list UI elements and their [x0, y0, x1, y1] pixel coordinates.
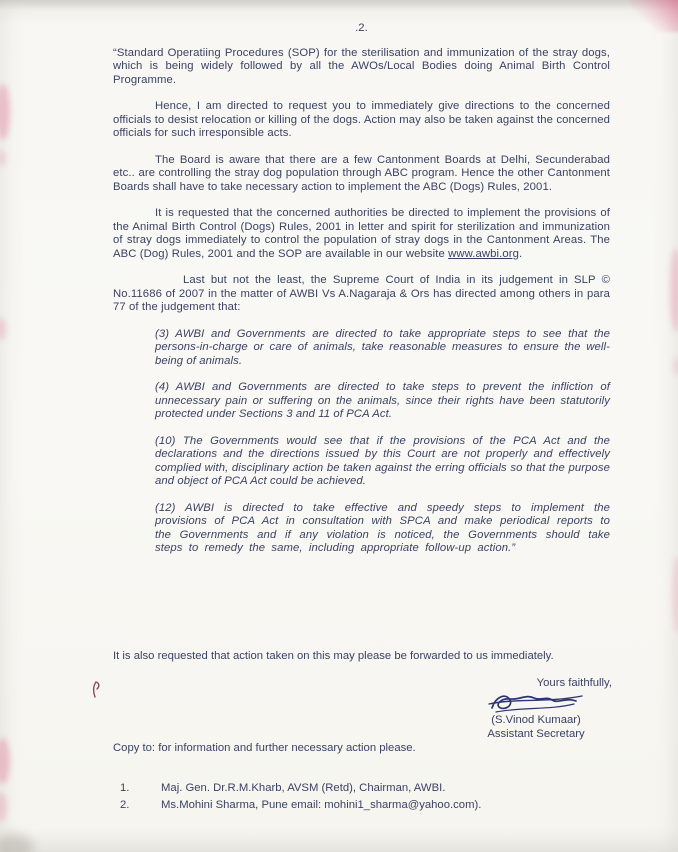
scan-top-shade [0, 0, 678, 10]
paragraph-abc-rules-tail: . [519, 247, 523, 260]
recipient-number: 2. [120, 798, 130, 811]
paragraph-abc-rules-text: It is requested that the concerned authorities be directed to implement the provisions of the Animal Birth Control (Dogs) Rules, 2001 in letter and spirit for sterilization and immunization of stray dogs immediately to control the population of stray dogs in the Cantonment Areas. The ABC (Dog) Rules, 2001 and the SOP are available in our website [113, 207, 610, 260]
closing-request-paragraph: It is also requested that action taken on this may please be forwarded to us immediately. [113, 650, 554, 662]
recipient-number: 1. [120, 782, 130, 794]
recipient-text: Maj. Gen. Dr.R.M.Kharb, AVSM (Retd), Chairman, AWBI. [161, 782, 446, 794]
recipient-text: Ms.Mohini Sharma, Pune email: mohini1_sharma@yahoo.com). [161, 798, 482, 811]
copy-to-note: Copy to: for information and further necessary action please. [113, 742, 416, 754]
signatory-name: (S.Vinod Kumaar) [491, 714, 581, 726]
valediction: Yours faithfully, [536, 677, 612, 689]
recipients-list [120, 780, 590, 813]
pink-smudge-left-1 [0, 84, 10, 140]
pink-smudge-top-right [630, 0, 678, 32]
paragraph-supreme-court: Last but not the least, the Supreme Court of India in its judgement in SLP © No.11686 of 2007 in the matter of AWBI Vs A.Nagaraja & Ors has directed among others in para 77 of the judgement that: [113, 274, 610, 313]
pink-smudge-left-4 [0, 738, 10, 784]
pink-smudge-right-2 [672, 556, 678, 634]
signatory-title: Assistant Secretary [487, 728, 585, 740]
judgement-quote-4: (4) AWBI and Governments are directed to take steps to prevent the infliction of unnecessary pain or suffering on the animals, since their rights have been statutorily protected under Sections 3 and 11 of PCA Act. [155, 381, 610, 420]
paragraph-sop: “Standard Operatiing Procedures (SOP) for the sterilisation and immunization of the stray dogs, which is being widely followed by all the AWOs/Local Bodies doing Animal Birth Control Programme. [113, 46, 610, 86]
pink-smudge-left-2 [0, 150, 6, 166]
pencil-mark [90, 680, 104, 700]
paragraph-directions: Hence, I am directed to request you to immediately give directions to the concerned officials to desist relocation or killing of the dogs. Action may also be taken against the concerned officials for such irresponsible acts. [113, 100, 610, 139]
pink-smudge-right-3 [673, 356, 678, 376]
recipient-item [120, 780, 590, 797]
judgement-quote-12: (12) AWBI is directed to take effective and speedy steps to implement the provisions of PCA Act in consultation with SPCA and make periodical reports to the Governments and if any violation is noticed, the Governments should take steps to remedy the same, including appropriate follow-up action.” [155, 501, 610, 554]
paragraph-abc-rules [113, 207, 610, 261]
letter-body [113, 22, 610, 569]
gray-smudge-bottom-left [0, 834, 34, 852]
pink-smudge-left-5 [0, 792, 7, 822]
paragraph-cantonment-boards: The Board is aware that there are a few Cantonment Boards at Delhi, Secunderabad etc.. are controlling the stray dog population through ABC program. Hence the other Cantonment Boards shall have to take necessary action to implement the ABC (Dogs) Rules, 2001. [113, 153, 610, 193]
signature [484, 688, 588, 716]
recipient-item [120, 797, 590, 814]
pink-smudge-left-3 [0, 318, 6, 340]
signature-block [456, 676, 616, 741]
awbi-website-link[interactable]: www.awbi.org [448, 247, 520, 260]
judgement-quote-10: (10) The Governments would see that if the provisions of the PCA Act and the declarations and the directions issued by this Court are not properly and effectively complied with, disciplinary action be taken against the erring officials so that the purpose and object of PCA Act could be achieved. [155, 434, 610, 487]
pink-smudge-right-1 [670, 248, 678, 332]
page-number: .2. [355, 22, 368, 34]
judgement-quote-3: (3) AWBI and Governments are directed to take appropriate steps to see that the persons-in-charge or care of animals, take reasonable measures to ensure the well-being of animals. [155, 327, 610, 367]
